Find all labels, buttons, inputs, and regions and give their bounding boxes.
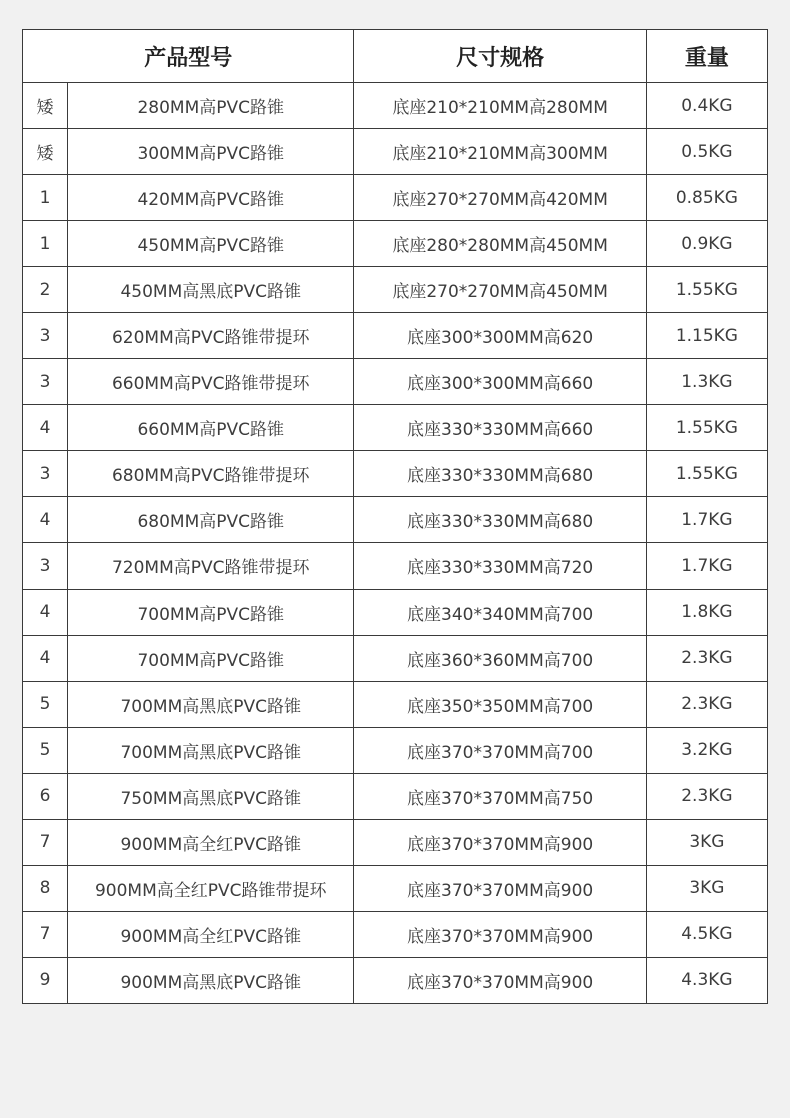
table-row [23, 957, 768, 1003]
dimension-cell: 底座300*300MM高660 [354, 359, 646, 405]
table-row [23, 819, 768, 865]
weight-cell: 2.3KG [646, 681, 767, 727]
table-row [23, 175, 768, 221]
product-name-cell: 900MM高全红PVC路锥 [68, 911, 354, 957]
weight-cell: 4.5KG [646, 911, 767, 957]
header-row [23, 30, 768, 83]
row-index-cell: 1 [23, 175, 68, 221]
weight-cell: 2.3KG [646, 773, 767, 819]
table-row [23, 681, 768, 727]
header-dimension: 尺寸规格 [354, 30, 646, 83]
weight-cell: 1.55KG [646, 267, 767, 313]
weight-cell: 0.4KG [646, 83, 767, 129]
table-row [23, 313, 768, 359]
table-row [23, 129, 768, 175]
product-name-cell: 450MM高PVC路锥 [68, 221, 354, 267]
product-name-cell: 700MM高黑底PVC路锥 [68, 727, 354, 773]
table-row [23, 589, 768, 635]
weight-cell: 0.5KG [646, 129, 767, 175]
row-index-cell: 4 [23, 635, 68, 681]
weight-cell: 0.85KG [646, 175, 767, 221]
product-name-cell: 900MM高全红PVC路锥 [68, 819, 354, 865]
product-name-cell: 700MM高PVC路锥 [68, 635, 354, 681]
dimension-cell: 底座330*330MM高660 [354, 405, 646, 451]
weight-cell: 4.3KG [646, 957, 767, 1003]
table-row [23, 221, 768, 267]
weight-cell: 3KG [646, 819, 767, 865]
dimension-cell: 底座350*350MM高700 [354, 681, 646, 727]
weight-cell: 2.3KG [646, 635, 767, 681]
weight-cell: 1.7KG [646, 497, 767, 543]
row-index-cell: 9 [23, 957, 68, 1003]
product-name-cell: 720MM高PVC路锥带提环 [68, 543, 354, 589]
product-name-cell: 750MM高黑底PVC路锥 [68, 773, 354, 819]
row-index-cell: 3 [23, 451, 68, 497]
row-index-cell: 6 [23, 773, 68, 819]
dimension-cell: 底座370*370MM高900 [354, 819, 646, 865]
weight-cell: 3KG [646, 865, 767, 911]
weight-cell: 3.2KG [646, 727, 767, 773]
dimension-cell: 底座340*340MM高700 [354, 589, 646, 635]
table-row [23, 911, 768, 957]
product-name-cell: 680MM高PVC路锥带提环 [68, 451, 354, 497]
product-name-cell: 660MM高PVC路锥 [68, 405, 354, 451]
header-weight: 重量 [646, 30, 767, 83]
row-index-cell: 4 [23, 497, 68, 543]
dimension-cell: 底座300*300MM高620 [354, 313, 646, 359]
table-row [23, 83, 768, 129]
dimension-cell: 底座210*210MM高280MM [354, 83, 646, 129]
dimension-cell: 底座210*210MM高300MM [354, 129, 646, 175]
row-index-cell: 5 [23, 727, 68, 773]
table-row [23, 865, 768, 911]
spec-table [22, 29, 768, 1004]
product-name-cell: 420MM高PVC路锥 [68, 175, 354, 221]
table-row [23, 451, 768, 497]
table-row [23, 405, 768, 451]
table-body [23, 83, 768, 1004]
row-index-cell: 3 [23, 313, 68, 359]
row-index-cell: 7 [23, 819, 68, 865]
row-index-cell: 4 [23, 405, 68, 451]
weight-cell: 1.7KG [646, 543, 767, 589]
product-name-cell: 280MM高PVC路锥 [68, 83, 354, 129]
weight-cell: 1.3KG [646, 359, 767, 405]
dimension-cell: 底座360*360MM高700 [354, 635, 646, 681]
product-name-cell: 680MM高PVC路锥 [68, 497, 354, 543]
product-name-cell: 620MM高PVC路锥带提环 [68, 313, 354, 359]
table-row [23, 497, 768, 543]
dimension-cell: 底座270*270MM高420MM [354, 175, 646, 221]
dimension-cell: 底座370*370MM高750 [354, 773, 646, 819]
weight-cell: 0.9KG [646, 221, 767, 267]
row-index-cell: 3 [23, 359, 68, 405]
row-index-cell: 7 [23, 911, 68, 957]
product-name-cell: 700MM高黑底PVC路锥 [68, 681, 354, 727]
table-row [23, 773, 768, 819]
table-header [23, 30, 768, 83]
table-row [23, 635, 768, 681]
product-name-cell: 660MM高PVC路锥带提环 [68, 359, 354, 405]
row-index-cell: 1 [23, 221, 68, 267]
table-row [23, 359, 768, 405]
row-index-cell: 矮 [23, 83, 68, 129]
dimension-cell: 底座370*370MM高900 [354, 865, 646, 911]
product-name-cell: 300MM高PVC路锥 [68, 129, 354, 175]
weight-cell: 1.15KG [646, 313, 767, 359]
dimension-cell: 底座330*330MM高680 [354, 497, 646, 543]
row-index-cell: 矮 [23, 129, 68, 175]
dimension-cell: 底座330*330MM高680 [354, 451, 646, 497]
table-row [23, 543, 768, 589]
row-index-cell: 4 [23, 589, 68, 635]
row-index-cell: 8 [23, 865, 68, 911]
row-index-cell: 5 [23, 681, 68, 727]
dimension-cell: 底座370*370MM高900 [354, 957, 646, 1003]
product-name-cell: 900MM高全红PVC路锥带提环 [68, 865, 354, 911]
weight-cell: 1.55KG [646, 451, 767, 497]
dimension-cell: 底座370*370MM高900 [354, 911, 646, 957]
weight-cell: 1.55KG [646, 405, 767, 451]
product-name-cell: 450MM高黑底PVC路锥 [68, 267, 354, 313]
header-product-model: 产品型号 [23, 30, 354, 83]
dimension-cell: 底座270*270MM高450MM [354, 267, 646, 313]
table-row [23, 727, 768, 773]
dimension-cell: 底座280*280MM高450MM [354, 221, 646, 267]
weight-cell: 1.8KG [646, 589, 767, 635]
dimension-cell: 底座370*370MM高700 [354, 727, 646, 773]
row-index-cell: 2 [23, 267, 68, 313]
table-row [23, 267, 768, 313]
row-index-cell: 3 [23, 543, 68, 589]
product-name-cell: 900MM高黑底PVC路锥 [68, 957, 354, 1003]
product-name-cell: 700MM高PVC路锥 [68, 589, 354, 635]
dimension-cell: 底座330*330MM高720 [354, 543, 646, 589]
